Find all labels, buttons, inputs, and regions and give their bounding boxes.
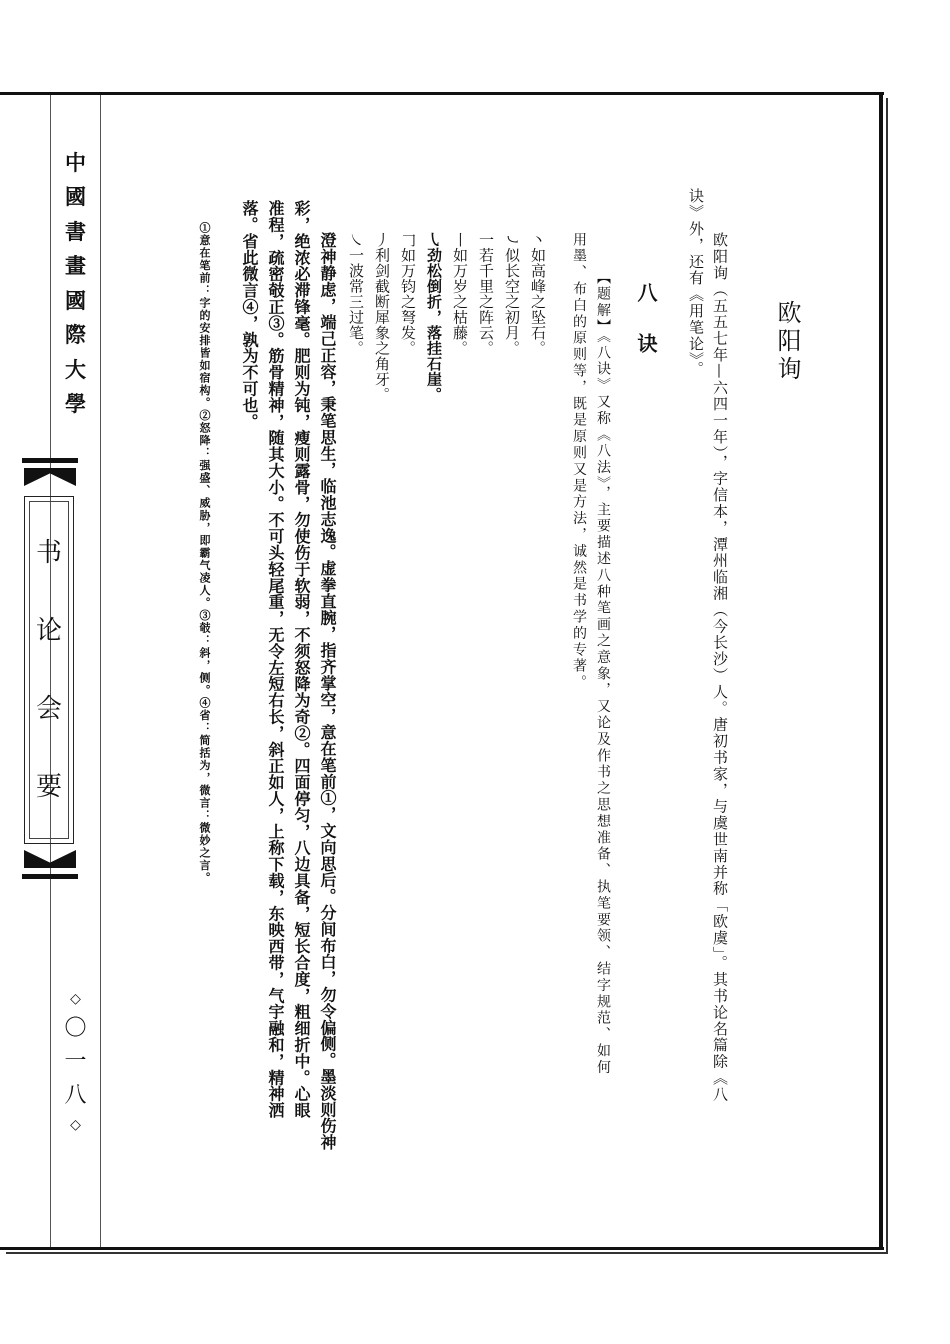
diamond-icon: ◇: [70, 991, 81, 1007]
spine-bar-top: [22, 458, 78, 463]
series-char: 大: [65, 356, 86, 382]
rule-line: ㇏一波常三过笔。: [347, 232, 365, 356]
author-name: 欧阳询: [773, 300, 801, 384]
series-char: 中: [65, 150, 86, 175]
page-digit: 八: [64, 1082, 87, 1108]
rule-line: 𠃌如万钧之弩发。: [399, 232, 417, 356]
volume-char: 论: [35, 616, 62, 646]
rule-line: 丶如高峰之坠石。: [529, 232, 547, 356]
series-title: [51, 148, 100, 418]
page-frame-bottom: [0, 1247, 884, 1250]
series-char: 書: [65, 218, 86, 244]
rule-line: ㇃似长空之初月。: [503, 232, 521, 356]
page-frame-shadow-bottom: [6, 1252, 888, 1254]
rule-line: 丨如万岁之枯藤。: [451, 232, 469, 356]
spine-bar-bottom: [22, 874, 78, 879]
page-digit: 〇: [64, 1015, 87, 1041]
main-text-line: 准程，疏密攲正③。筋骨精神，随其大小。不可头轻尾重，无令左短右长，斜正如人，上称下载，东映西带，气宇融和，精神洒: [266, 200, 285, 1119]
volume-char: 会: [35, 694, 62, 724]
intro-line: 诀》外，还有《用笔论》。: [687, 188, 705, 378]
spine-rule-right: [100, 95, 101, 1247]
series-char: 際: [65, 322, 86, 348]
volume-title: [24, 540, 74, 800]
explanation-line: 用墨、布白的原则等，既是原则又是方法，诚然是书学的专著。: [571, 232, 587, 692]
series-char: 學: [65, 390, 86, 416]
section-title: 八 诀: [634, 282, 658, 365]
diamond-icon: ◇: [70, 1117, 81, 1133]
series-char: 畫: [65, 253, 86, 279]
volume-char: 要: [35, 772, 62, 802]
series-char: 國: [65, 287, 86, 313]
page-number: [51, 992, 100, 1132]
page-frame-right: [879, 92, 883, 1250]
main-text-line: 落。省此微言④，孰为不可也。: [240, 200, 259, 430]
rule-line: 一若千里之阵云。: [477, 232, 495, 356]
explanation-line: 【题解】《八诀》又称《八法》，主要描述八种笔画之意象，又论及作书之思想准备、执笔要领、结字规范、如何: [595, 270, 611, 1076]
page-frame-shadow: [886, 98, 888, 1254]
footnote: ①意在笔前：字的安排皆如宿构。②怒降：强盛、威胁，即霸气凌人。③攲：斜，侧。④省：简括为，微言：微妙之言。: [198, 222, 211, 885]
rule-line: ㇂劲松倒折，落挂石崖。: [425, 232, 443, 403]
series-char: 國: [65, 184, 86, 210]
page-digit: 一: [64, 1049, 87, 1074]
intro-line: 欧阳询（五五七年—六四一年），字信本，潭州临湘（今长沙）人。唐初书家，与虞世南并称「欧虞」。其书论名篇除《八: [711, 232, 729, 1103]
main-text-line: 澄神静虑，端己正容，秉笔思生，临池志逸。虚拳直腕，指齐掌空，意在笔前①，文向思后。分间布白，勿令偏侧。墨淡则伤神: [318, 232, 337, 1151]
main-text-line: 彩，绝浓必滞锋毫。肥则为钝，瘦则露骨，勿使伤于软弱，不须怒降为奇②。四面停匀，八边具备，短长合度，粗细折中。心眼: [292, 200, 311, 1119]
rule-line: 丿利剑截断犀象之角牙。: [373, 232, 391, 403]
volume-char: 书: [35, 538, 62, 568]
page-frame-top: [0, 92, 884, 95]
